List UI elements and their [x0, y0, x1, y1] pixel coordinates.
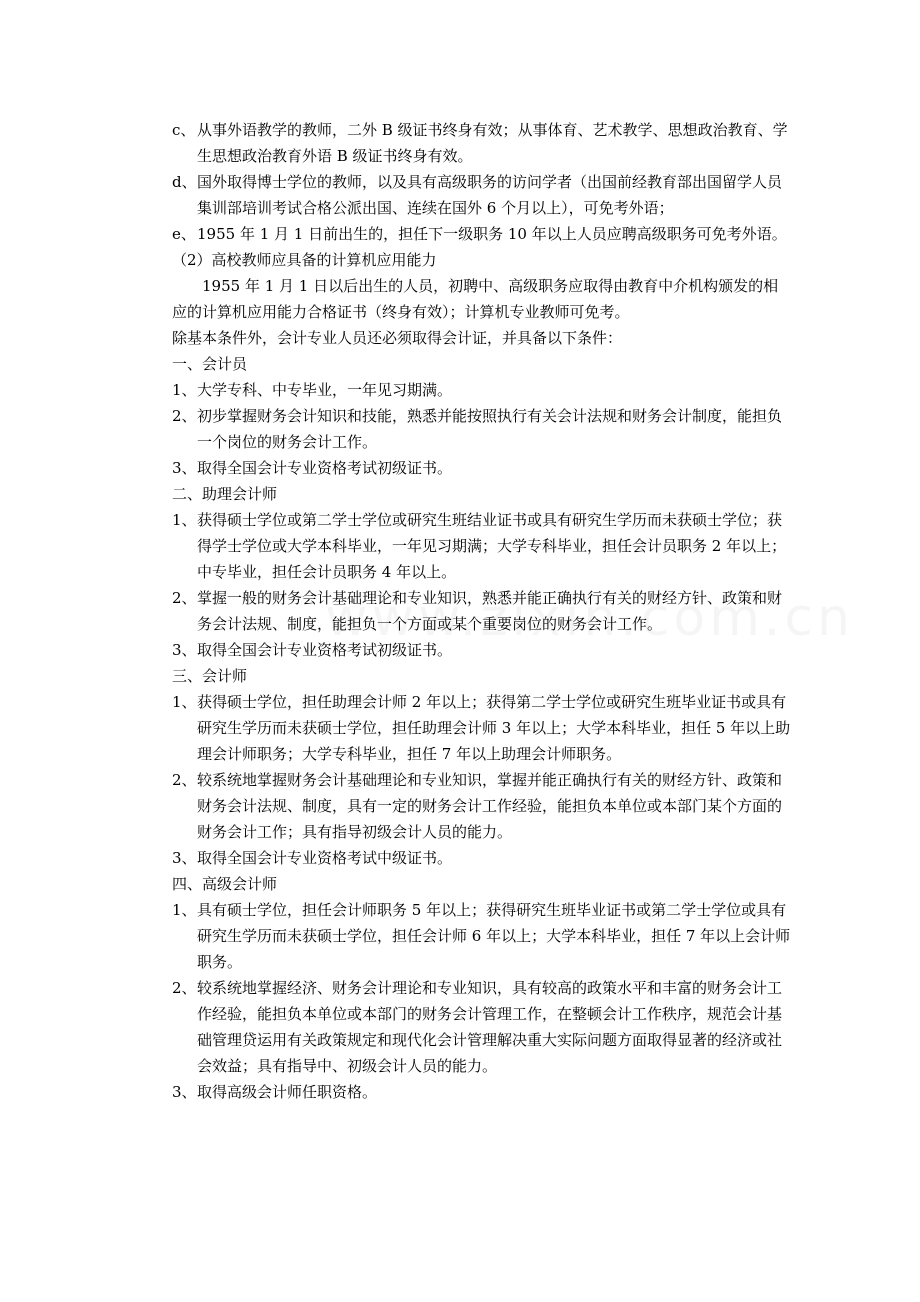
list-item-text: 掌握一般的财务会计基础理论和专业知识，熟悉并能正确执行有关的财经方针、政策和财务会计法规、制度，能担负一个方面或某个重要岗位的财务会计工作。: [197, 589, 783, 633]
list-item-label: 2、: [172, 407, 197, 425]
list-item-text: 获得硕士学位，担任助理会计师 2 年以上；获得第二学士学位或研究生班毕业证书或具有研究生学历而未获硕士学位，担任助理会计师 3 年以上；大学本科毕业，担任 5 年以上助理会计师职务；大学专科毕业，担任 7 年以上助理会计师职务。: [197, 693, 791, 763]
list-item: [172, 689, 792, 767]
section-heading: 二、助理会计师: [172, 485, 278, 503]
list-item: [172, 897, 792, 975]
list-item-text: 大学专科、中专毕业，一年见习期满。: [197, 381, 453, 399]
list-item-label: 2、: [172, 771, 197, 789]
list-item: [172, 507, 792, 585]
list-item-text: 取得全国会计专业资格考试初级证书。: [197, 641, 453, 659]
list-item: [172, 169, 792, 221]
list-item-label: 2、: [172, 979, 197, 997]
list-item-label: 1、: [172, 693, 197, 711]
list-item-text: 从事外语教学的教师，二外 B 级证书终身有效；从事体育、艺术教学、思想政治教育、学生思想政治教育外语 B 级证书终身有效。: [197, 121, 788, 165]
list-item-label: 3、: [172, 849, 197, 867]
list-item-label: 3、: [172, 641, 197, 659]
list-item-text: 取得全国会计专业资格考试初级证书。: [197, 459, 453, 477]
list-item: [172, 1079, 792, 1105]
list-item-text: 较系统地掌握经济、财务会计理论和专业知识，具有较高的政策水平和丰富的财务会计工作经验，能担负本单位或本部门的财务会计管理工作，在整顿会计工作秩序，规范会计基础管理贷运用有关政策规定和现代化会计管理解决重大实际问题方面取得显著的经济或社会效益；具有指导中、初级会计人员的能力。: [197, 979, 783, 1075]
list-item-text: 取得高级会计师任职资格。: [197, 1083, 378, 1101]
list-item: [172, 845, 792, 871]
list-item: [172, 117, 792, 169]
list-item-label: e、: [172, 225, 196, 243]
list-item-label: c、: [172, 121, 196, 139]
list-item-text: 较系统地掌握财务会计基础理论和专业知识，掌握并能正确执行有关的财经方针、政策和财务会计法规、制度，具有一定的财务会计工作经验，能担负本单位或本部门某个方面的财务会计工作；具有指导初级会计人员的能力。: [197, 771, 783, 841]
section-heading: 一、会计员: [172, 355, 248, 373]
list-item-label: 3、: [172, 1083, 197, 1101]
section-heading: 三、会计师: [172, 667, 248, 685]
list-item: [172, 585, 792, 637]
list-item: [172, 377, 792, 403]
list-item-label: d、: [172, 173, 197, 191]
list-item-text: 取得全国会计专业资格考试中级证书。: [197, 849, 453, 867]
paragraph: 1955 年 1 月 1 日以后出生的人员，初聘中、高级职务应取得由教育中介机构颁发的相应的计算机应用能力合格证书（终身有效）；计算机专业教师可免考。: [172, 277, 779, 321]
list-item-text: 获得硕士学位或第二学士学位或研究生班结业证书或具有研究生学历而未获硕士学位；获得学士学位或大学本科毕业，一年见习期满；大学专科毕业，担任会计员职务 2 年以上；中专毕业，担任会计员职务 4 年以上。: [197, 511, 787, 581]
list-item: [172, 975, 792, 1079]
list-item-text: 具有硕士学位，担任会计师职务 5 年以上；获得研究生班毕业证书或第二学士学位或具有研究生学历而未获硕士学位，担任会计师 6 年以上；大学本科毕业，担任 7 年以上会计师职务。: [197, 901, 791, 971]
section-heading: 除基本条件外，会计专业人员还必须取得会计证，并具备以下条件：: [172, 329, 623, 347]
list-item-label: 1、: [172, 381, 197, 399]
document-body: [172, 117, 792, 1105]
list-item-label: 1、: [172, 511, 197, 529]
list-item: [172, 403, 792, 455]
list-item-text: 国外取得博士学位的教师，以及具有高级职务的访问学者（出国前经教育部出国留学人员集训部培训考试合格公派出国、连续在国外 6 个月以上），可免考外语；: [197, 173, 783, 217]
list-item-text: 1955 年 1 月 1 日前出生的，担任下一级职务 10 年以上人员应聘高级职务可免考外语。: [197, 225, 787, 243]
list-item-text: 初步掌握财务会计知识和技能，熟悉并能按照执行有关会计法规和财务会计制度，能担负一个岗位的财务会计工作。: [197, 407, 783, 451]
list-item: [172, 637, 792, 663]
list-item: [172, 221, 792, 247]
list-item: [172, 767, 792, 845]
list-item-label: 2、: [172, 589, 197, 607]
list-item-label: 3、: [172, 459, 197, 477]
list-item-label: 1、: [172, 901, 197, 919]
section-heading: （2）高校教师应具备的计算机应用能力: [172, 251, 437, 269]
list-item: [172, 455, 792, 481]
section-heading: 四、高级会计师: [172, 875, 278, 893]
